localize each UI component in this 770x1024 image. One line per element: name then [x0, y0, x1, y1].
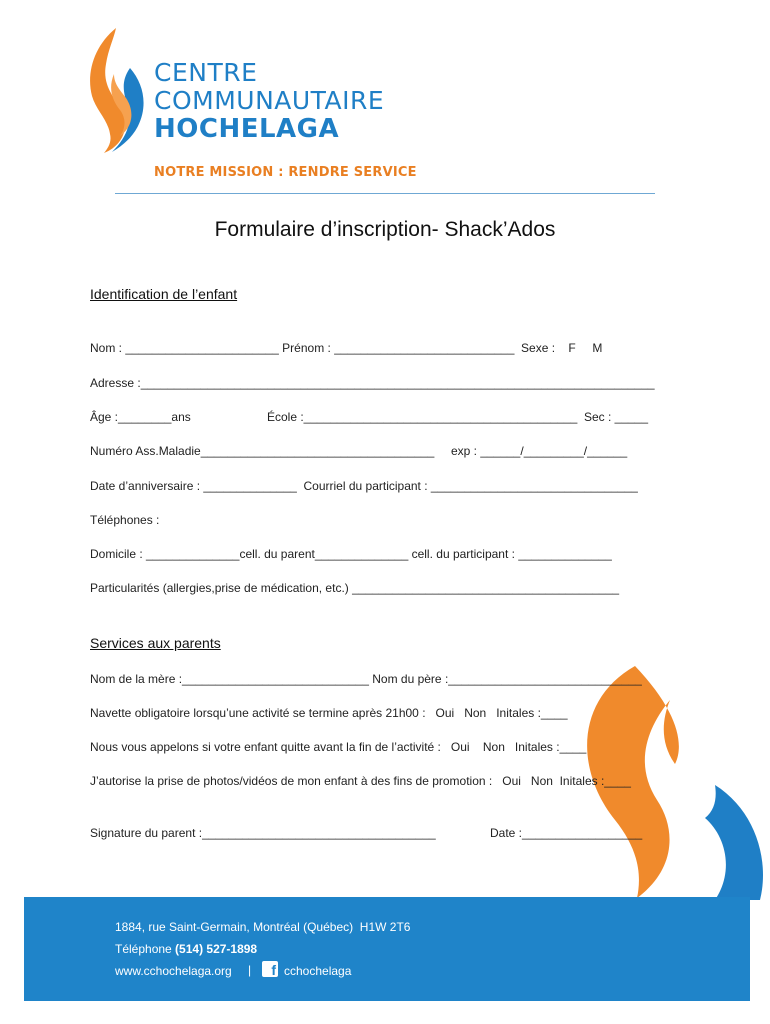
- field-anniversaire-courriel[interactable]: Date d’anniversaire : ______________ Courriel du participant : _______________________________: [90, 479, 638, 493]
- field-nom-prenom-sexe[interactable]: Nom : _______________________ Prénom : ___________________________ Sexe : F M: [90, 341, 603, 355]
- footer-address: 1884, rue Saint-Germain, Montréal (Québec) H1W 2T6: [115, 920, 411, 934]
- field-particularites[interactable]: Particularités (allergies,prise de médication, etc.) ________________________________________: [90, 581, 620, 595]
- logo-line-centre: CENTRE: [154, 58, 258, 87]
- field-adresse[interactable]: Adresse :_____________________________________________________________________________: [90, 376, 655, 390]
- section-title-services: Services aux parents: [90, 635, 221, 651]
- field-navette[interactable]: Navette obligatoire lorsqu’une activité se termine après 21h00 : Oui Non Initales :____: [90, 706, 568, 720]
- field-signature-parent[interactable]: Signature du parent :___________________________________: [90, 826, 436, 840]
- footer-website[interactable]: www.cchochelaga.org: [115, 964, 232, 978]
- field-noms-parents[interactable]: Nom de la mère :____________________________ Nom du père :_____________________________: [90, 672, 642, 686]
- footer-facebook[interactable]: cchochelaga: [284, 964, 352, 978]
- field-date[interactable]: Date :__________________: [490, 826, 643, 840]
- header-divider: [115, 193, 655, 194]
- field-telephones[interactable]: Domicile : ______________cell. du parent______________ cell. du participant : ______________: [90, 547, 612, 561]
- footer-separator: |: [248, 963, 252, 977]
- footer-phone: [115, 942, 257, 956]
- logo-line-communautaire: COMMUNAUTAIRE: [154, 86, 385, 115]
- form-title: Formulaire d’inscription- Shack’Ados: [214, 218, 556, 241]
- footer-phone-number: (514) 527-1898: [175, 942, 258, 956]
- footer-phone-label: Téléphone: [115, 942, 176, 956]
- section-title-identification: Identification de l’enfant: [90, 286, 238, 302]
- flame-logo-icon: [86, 28, 148, 153]
- footer-contact: [24, 897, 750, 1001]
- field-autorisation-photos[interactable]: J’autorise la prise de photos/vidéos de mon enfant à des fins de promotion : Oui Non Initales :____: [90, 774, 631, 788]
- field-age[interactable]: Âge :________ans: [90, 410, 191, 424]
- logo-line-hochelaga: HOCHELAGA: [154, 114, 340, 144]
- field-assurance-maladie[interactable]: Numéro Ass.Maladie___________________________________ exp : ______/_________/______: [90, 444, 628, 458]
- label-telephones: Téléphones :: [90, 513, 160, 527]
- field-ecole-sec[interactable]: École :_________________________________________ Sec : _____: [267, 410, 649, 424]
- mission-tagline: NOTRE MISSION : RENDRE SERVICE: [154, 165, 417, 180]
- facebook-icon[interactable]: f: [262, 961, 278, 977]
- field-appel-depart[interactable]: Nous vous appelons si votre enfant quitte avant la fin de l’activité : Oui Non Initales :____: [90, 740, 587, 754]
